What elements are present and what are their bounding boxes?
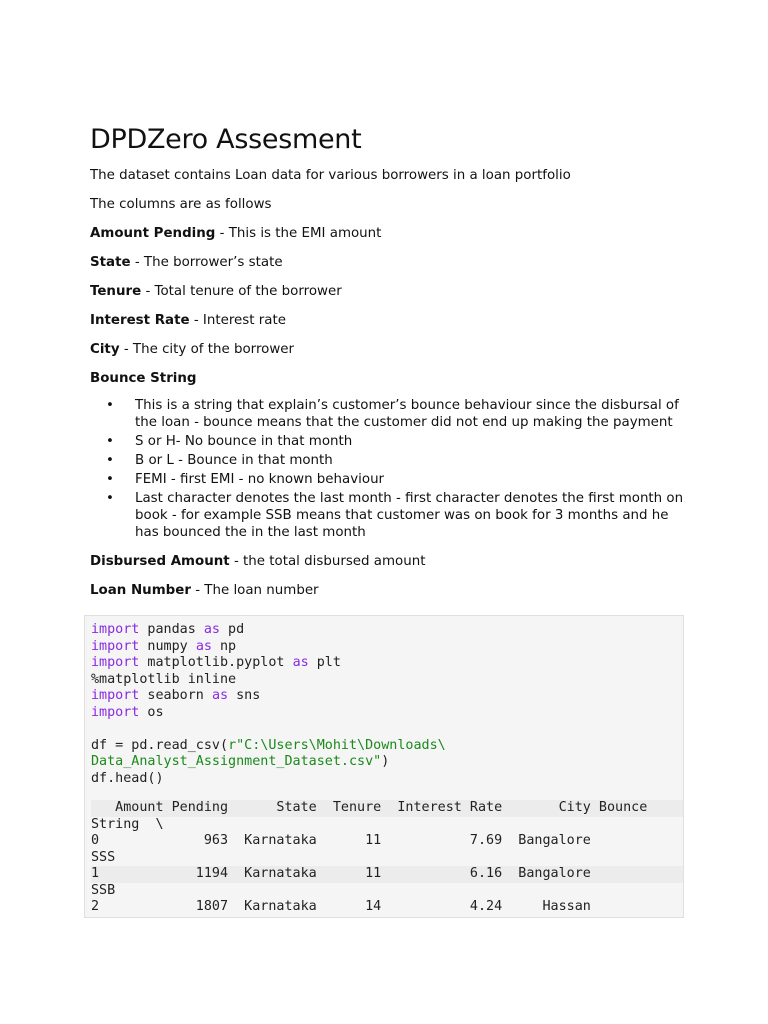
field-disbursed-amount [90, 553, 684, 570]
keyword: as [211, 688, 229, 703]
field-desc: - This is the EMI amount [215, 226, 382, 241]
keyword: as [292, 655, 309, 670]
field-tenure [90, 283, 684, 300]
field-name: Tenure [90, 284, 142, 299]
output-line: 1 1194 Karnataka 11 6.16 Bangalore [91, 866, 683, 883]
field-desc: - Total tenure of the borrower [141, 284, 342, 299]
code-token: seaborn [139, 688, 212, 703]
field-name: State [90, 255, 131, 270]
columns-intro: The columns are as follows [90, 197, 272, 212]
field-desc: - The borrower’s state [130, 255, 283, 270]
field-name: City [90, 342, 120, 357]
code-token: pandas [139, 622, 204, 637]
code-token: df = pd.read_csv( [91, 737, 229, 753]
field-name: Bounce String [90, 371, 197, 386]
field-desc: - Interest rate [189, 313, 286, 328]
keyword: import [91, 638, 140, 654]
field-city [90, 341, 684, 358]
code-token: matplotlib.pyplot [139, 655, 293, 670]
code-token: %matplotlib inline [91, 671, 237, 687]
code-token: np [211, 638, 237, 654]
field-name: Amount Pending [90, 226, 216, 241]
code-output [85, 800, 683, 916]
keyword: import [91, 688, 140, 703]
code-token: sns [228, 688, 261, 703]
output-line: Amount Pending State Tenure Interest Rate City Bounce [91, 800, 683, 817]
field-loan-number [90, 582, 684, 599]
keyword: import [91, 622, 140, 637]
list-item: • Last character denotes the last month - first character denotes the first month on book - for example SSB means that customer was on book for 3 months and he has bounced the in the last month [135, 490, 684, 541]
field-bounce-string [90, 370, 684, 387]
list-item: • FEMI - first EMI - no known behaviour [135, 471, 684, 488]
code-token: df.head() [91, 770, 164, 786]
keyword: import [91, 704, 140, 720]
string-literal: Data_Analyst_Assignment_Dataset.csv" [91, 754, 382, 769]
code-input[interactable] [85, 616, 683, 787]
list-item: • S or H- No bounce in that month [135, 433, 684, 450]
code-token: os [139, 704, 164, 720]
field-name: Interest Rate [90, 313, 190, 328]
field-desc: - the total disbursed amount [229, 554, 426, 569]
output-line: String \ [91, 816, 164, 832]
field-interest-rate [90, 312, 684, 329]
code-token: ) [381, 754, 390, 769]
string-literal: r"C:\Users\Mohit\Downloads\ [228, 737, 446, 753]
code-token: pd [220, 622, 245, 637]
list-item: • B or L - Bounce in that month [135, 452, 684, 469]
intro-text: The dataset contains Loan data for various borrowers in a loan portfolio [90, 168, 571, 183]
field-amount-pending [90, 225, 684, 242]
bounce-string-list [90, 397, 684, 541]
field-name: Disbursed Amount [90, 554, 230, 569]
field-name: Loan Number [90, 583, 191, 598]
document-body [90, 124, 684, 611]
output-line: 0 963 Karnataka 11 7.69 Bangalore [91, 833, 591, 848]
list-item: • This is a string that explain’s customer’s bounce behaviour since the disbursal of the loan - bounce means that the customer did not end up making the payment [135, 397, 684, 431]
code-token: plt [308, 655, 341, 670]
field-desc: - The loan number [190, 583, 319, 598]
field-desc: - The city of the borrower [119, 342, 295, 357]
field-state [90, 254, 684, 271]
output-line: SSS [91, 849, 116, 865]
code-token: numpy [139, 638, 196, 654]
keyword: import [91, 655, 140, 670]
code-cell[interactable] [84, 615, 684, 918]
output-line: SSB [91, 882, 116, 898]
keyword: as [203, 622, 220, 637]
keyword: as [195, 638, 212, 654]
page-title: DPDZero Assesment [90, 124, 362, 155]
output-line: 2 1807 Karnataka 14 4.24 Hassan [91, 899, 591, 914]
